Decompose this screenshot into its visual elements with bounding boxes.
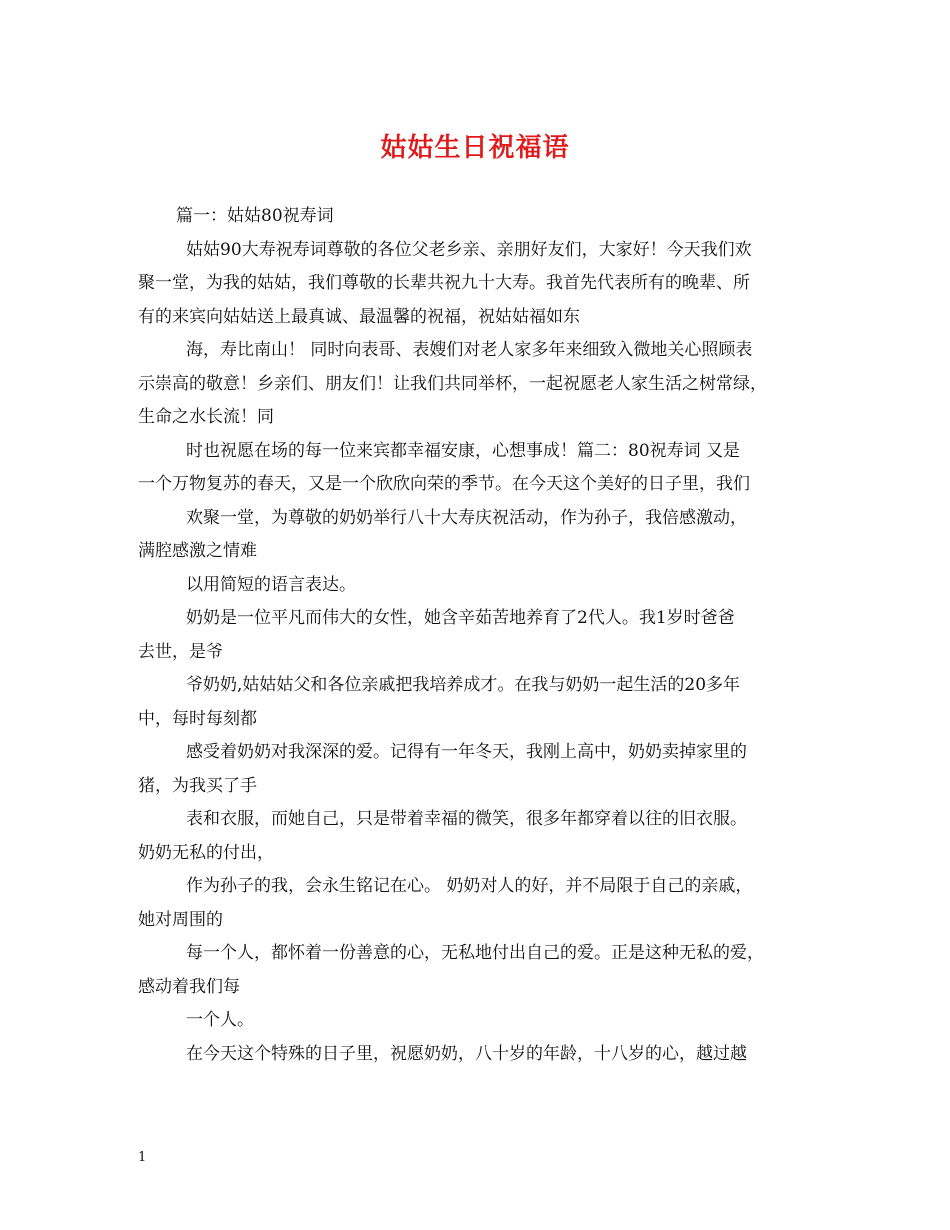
text-line: 生命之水长流！同 xyxy=(138,407,274,427)
text-line: 聚一堂，为我的姑姑，我们尊敬的长辈共祝九十大寿。我首先代表所有的晚辈、所 xyxy=(138,273,750,293)
text-line: 姑姑90大寿祝寿词尊敬的各位父老乡亲、亲朋好友们，大家好！今天我们欢 xyxy=(186,239,752,260)
text-line: 一个人。 xyxy=(186,1010,254,1030)
text-line: 感动着我们每 xyxy=(138,976,240,997)
text-line: 去世，是爷 xyxy=(138,641,223,662)
text-line: 感受着奶奶对我深深的爱。记得有一年冬天，我刚上高中，奶奶卖掉家里的 xyxy=(186,742,747,762)
text-line: 表和衣服，而她自己，只是带着幸福的微笑，很多年都穿着以往的旧衣服。 xyxy=(186,809,747,829)
document-body xyxy=(138,205,828,1076)
text-line: 她对周围的 xyxy=(138,909,223,930)
text-line: 海，寿比南山！ 同时向表哥、表嫂们对老人家多年来细致入微地关心照顾表 xyxy=(186,340,753,360)
text-line: 奶奶无私的付出， xyxy=(138,842,274,863)
text-line: 一个万物复苏的春天，又是一个欣欣向荣的季节。在今天这个美好的日子里，我们 xyxy=(138,474,750,494)
text-line: 每一个人，都怀着一份善意的心，无私地付出自己的爱。正是这种无私的爱， xyxy=(186,943,764,963)
text-line: 在今天这个特殊的日子里，祝愿奶奶，八十岁的年龄，十八岁的心，越过越 xyxy=(186,1043,747,1064)
text-line: 以用简短的语言表达。 xyxy=(186,574,356,595)
text-line: 猪，为我买了手 xyxy=(138,775,257,796)
text-line: 欢聚一堂，为尊敬的奶奶举行八十大寿庆祝活动，作为孙子，我倍感激动， xyxy=(186,507,747,528)
text-line: 作为孙子的我，会永生铭记在心。 奶奶对人的好，并不局限于自己的亲戚， xyxy=(186,876,753,896)
text-line: 中，每时每刻都 xyxy=(138,708,257,729)
text-line: 奶奶是一位平凡而伟大的女性，她含辛茹苦地养育了2代人。我1岁时爸爸 xyxy=(186,608,735,628)
page-number: 1 xyxy=(138,1150,147,1165)
text-line: 示崇高的敬意！乡亲们、朋友们！让我们共同举杯，一起祝愿老人家生活之树常绿， xyxy=(138,373,767,394)
text-line: 有的来宾向姑姑送上最真诚、最温馨的祝福，祝姑姑福如东 xyxy=(138,306,580,327)
text-line: 时也祝愿在场的每一位来宾都幸福安康，心想事成！篇二：80祝寿词 又是 xyxy=(186,440,741,461)
text-line: 爷奶奶,姑姑姑父和各位亲戚把我培养成才。在我与奶奶一起生活的20多年 xyxy=(186,675,741,695)
text-line: 篇一：姑姑80祝寿词 xyxy=(176,206,334,226)
document-title: 姑姑生日祝福语 xyxy=(380,133,570,163)
text-line: 满腔感激之情难 xyxy=(138,541,257,561)
